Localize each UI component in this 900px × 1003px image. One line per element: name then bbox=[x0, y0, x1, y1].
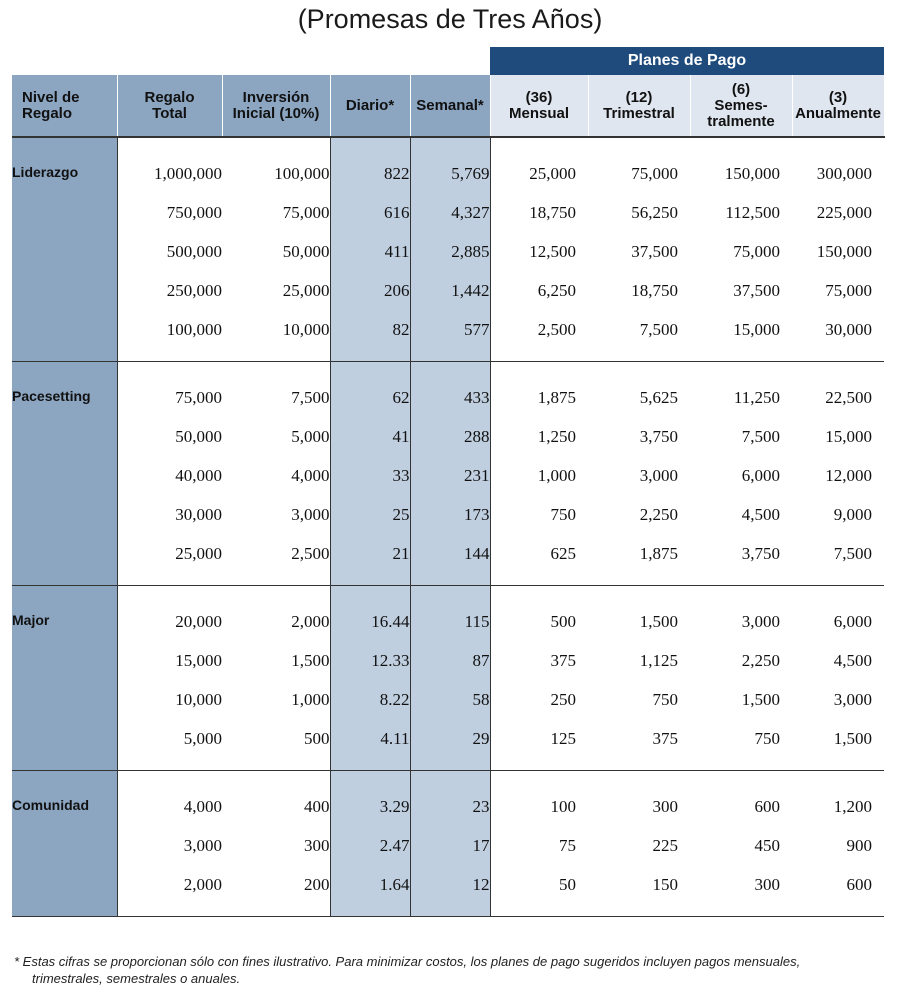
header-diario: Diario* bbox=[330, 75, 410, 137]
cell-semestral: 2,250 bbox=[741, 650, 780, 670]
cell-diario: 16.44 bbox=[330, 586, 410, 642]
cell-semanal: 1,442 bbox=[410, 271, 490, 310]
level-label: Major bbox=[12, 612, 50, 628]
cell-semanal: 17 bbox=[410, 826, 490, 865]
cell-diario: 82 bbox=[330, 310, 410, 362]
cell-regalo-total: 1,000,000 bbox=[117, 137, 222, 193]
cell-inversion-inicial: 5,000 bbox=[222, 417, 330, 456]
cell-mensual: 25,000 bbox=[529, 163, 576, 183]
cell-inversion-inicial: 50,000 bbox=[222, 232, 330, 271]
table-row bbox=[12, 362, 884, 418]
page-title: (Promesas de Tres Años) bbox=[297, 4, 603, 34]
cell-diario: 12.33 bbox=[330, 641, 410, 680]
table-row bbox=[12, 771, 884, 827]
cell-mensual: 12,500 bbox=[529, 241, 576, 261]
cell-trimestral: 2,250 bbox=[639, 504, 678, 524]
cell-semanal: 4,327 bbox=[410, 193, 490, 232]
cell-inversion-inicial: 500 bbox=[222, 719, 330, 771]
cell-diario: 41 bbox=[330, 417, 410, 456]
cell-trimestral: 3,000 bbox=[639, 465, 678, 485]
cell-anual: 30,000 bbox=[792, 310, 884, 362]
cell-semestral: 3,000 bbox=[741, 611, 780, 631]
cell-regalo-total: 10,000 bbox=[117, 680, 222, 719]
cell-diario: 25 bbox=[330, 495, 410, 534]
table-row bbox=[12, 232, 884, 271]
cell-mensual: 18,750 bbox=[529, 202, 576, 222]
cell-regalo-total: 750,000 bbox=[117, 193, 222, 232]
cell-anual: 1,500 bbox=[792, 719, 884, 771]
cell-diario: 21 bbox=[330, 534, 410, 586]
table-row bbox=[12, 826, 884, 865]
cell-anual: 9,000 bbox=[833, 504, 872, 524]
cell-regalo-total: 250,000 bbox=[117, 271, 222, 310]
cell-mensual: 500 bbox=[550, 611, 576, 631]
cell-diario: 411 bbox=[330, 232, 410, 271]
cell-semanal: 288 bbox=[410, 417, 490, 456]
cell-mensual: 250 bbox=[550, 689, 576, 709]
cell-trimestral: 1,500 bbox=[639, 611, 678, 631]
table-row bbox=[12, 534, 884, 586]
cell-inversion-inicial: 4,000 bbox=[222, 456, 330, 495]
cell-mensual: 1,250 bbox=[537, 426, 576, 446]
cell-diario: 33 bbox=[330, 456, 410, 495]
cell-anual: 75,000 bbox=[825, 280, 872, 300]
pledge-table bbox=[12, 75, 885, 917]
cell-diario: 8.22 bbox=[330, 680, 410, 719]
level-label-cell bbox=[12, 586, 117, 771]
cell-mensual: 2,500 bbox=[490, 310, 588, 362]
header-row bbox=[12, 75, 884, 137]
cell-semestral: 300 bbox=[690, 865, 792, 917]
cell-semestral: 150,000 bbox=[724, 163, 780, 183]
cell-trimestral: 375 bbox=[588, 719, 690, 771]
cell-semanal: 5,769 bbox=[410, 137, 490, 193]
cell-inversion-inicial: 10,000 bbox=[222, 310, 330, 362]
cell-semanal: 231 bbox=[410, 456, 490, 495]
cell-mensual: 125 bbox=[490, 719, 588, 771]
cell-semanal: 2,885 bbox=[410, 232, 490, 271]
cell-regalo-total: 100,000 bbox=[117, 310, 222, 362]
level-label-cell bbox=[12, 362, 117, 586]
cell-inversion-inicial: 1,000 bbox=[222, 680, 330, 719]
table-row bbox=[12, 865, 884, 917]
cell-semanal: 433 bbox=[410, 362, 490, 418]
cell-anual: 7,500 bbox=[792, 534, 884, 586]
cell-semestral: 4,500 bbox=[741, 504, 780, 524]
level-label: Liderazgo bbox=[12, 164, 79, 180]
level-label-cell bbox=[12, 137, 117, 362]
cell-inversion-inicial: 1,500 bbox=[222, 641, 330, 680]
cell-semanal: 87 bbox=[410, 641, 490, 680]
cell-semanal: 577 bbox=[410, 310, 490, 362]
cell-anual: 900 bbox=[846, 835, 872, 855]
cell-diario: 206 bbox=[330, 271, 410, 310]
table-row bbox=[12, 680, 884, 719]
cell-semanal: 144 bbox=[410, 534, 490, 586]
cell-semanal: 173 bbox=[410, 495, 490, 534]
cell-semestral: 600 bbox=[754, 796, 780, 816]
header-semestral: (6) Semes- tralmente bbox=[690, 75, 792, 137]
header-nivel: Nivel de Regalo bbox=[12, 75, 117, 137]
cell-anual: 300,000 bbox=[816, 163, 872, 183]
cell-semestral: 15,000 bbox=[690, 310, 792, 362]
cell-regalo-total: 75,000 bbox=[117, 362, 222, 418]
table-row bbox=[12, 193, 884, 232]
cell-diario: 822 bbox=[330, 137, 410, 193]
cell-semanal: 23 bbox=[410, 771, 490, 827]
cell-semestral: 3,750 bbox=[690, 534, 792, 586]
header-inversion-inicial: Inversión Inicial (10%) bbox=[222, 75, 330, 137]
cell-semestral: 75,000 bbox=[733, 241, 780, 261]
cell-trimestral: 75,000 bbox=[631, 163, 678, 183]
header-mensual: (36) Mensual bbox=[490, 75, 588, 137]
cell-regalo-total: 2,000 bbox=[117, 865, 222, 917]
cell-inversion-inicial: 400 bbox=[222, 771, 330, 827]
cell-mensual: 100 bbox=[550, 796, 576, 816]
cell-diario: 2.47 bbox=[330, 826, 410, 865]
cell-trimestral: 37,500 bbox=[631, 241, 678, 261]
cell-inversion-inicial: 2,000 bbox=[222, 586, 330, 642]
cell-semanal: 58 bbox=[410, 680, 490, 719]
cell-anual: 4,500 bbox=[833, 650, 872, 670]
level-label: Pacesetting bbox=[12, 388, 91, 404]
cell-anual: 1,200 bbox=[833, 796, 872, 816]
cell-semestral: 6,000 bbox=[741, 465, 780, 485]
cell-trimestral: 7,500 bbox=[588, 310, 690, 362]
cell-mensual: 6,250 bbox=[537, 280, 576, 300]
cell-semanal: 29 bbox=[410, 719, 490, 771]
cell-diario: 1.64 bbox=[330, 865, 410, 917]
cell-regalo-total: 4,000 bbox=[117, 771, 222, 827]
cell-anual: 150,000 bbox=[816, 241, 872, 261]
cell-inversion-inicial: 3,000 bbox=[222, 495, 330, 534]
cell-inversion-inicial: 25,000 bbox=[222, 271, 330, 310]
cell-mensual: 625 bbox=[490, 534, 588, 586]
cell-anual: 225,000 bbox=[816, 202, 872, 222]
cell-regalo-total: 15,000 bbox=[117, 641, 222, 680]
cell-regalo-total: 5,000 bbox=[117, 719, 222, 771]
cell-inversion-inicial: 7,500 bbox=[222, 362, 330, 418]
table-row bbox=[12, 495, 884, 534]
cell-trimestral: 1,875 bbox=[588, 534, 690, 586]
header-trimestral: (12) Trimestral bbox=[588, 75, 690, 137]
cell-semestral: 37,500 bbox=[733, 280, 780, 300]
table-row bbox=[12, 310, 884, 362]
cell-trimestral: 18,750 bbox=[631, 280, 678, 300]
cell-inversion-inicial: 100,000 bbox=[222, 137, 330, 193]
table-body bbox=[12, 137, 884, 917]
table-row bbox=[12, 271, 884, 310]
cell-trimestral: 56,250 bbox=[631, 202, 678, 222]
cell-diario: 62 bbox=[330, 362, 410, 418]
cell-regalo-total: 3,000 bbox=[117, 826, 222, 865]
table-row bbox=[12, 719, 884, 771]
cell-mensual: 1,875 bbox=[537, 387, 576, 407]
cell-trimestral: 750 bbox=[652, 689, 678, 709]
cell-inversion-inicial: 200 bbox=[222, 865, 330, 917]
header-anual: (3) Anualmente bbox=[792, 75, 884, 137]
level-label-cell bbox=[12, 771, 117, 917]
cell-anual: 600 bbox=[792, 865, 884, 917]
cell-trimestral: 1,125 bbox=[639, 650, 678, 670]
cell-anual: 22,500 bbox=[825, 387, 872, 407]
cell-diario: 616 bbox=[330, 193, 410, 232]
cell-mensual: 75 bbox=[559, 835, 576, 855]
table-row bbox=[12, 137, 884, 193]
header-regalo-total: Regalo Total bbox=[117, 75, 222, 137]
cell-regalo-total: 30,000 bbox=[117, 495, 222, 534]
cell-semestral: 450 bbox=[754, 835, 780, 855]
header-semanal: Semanal* bbox=[410, 75, 490, 137]
cell-trimestral: 5,625 bbox=[639, 387, 678, 407]
cell-semanal: 115 bbox=[410, 586, 490, 642]
cell-diario: 3.29 bbox=[330, 771, 410, 827]
cell-anual: 3,000 bbox=[833, 689, 872, 709]
cell-regalo-total: 20,000 bbox=[117, 586, 222, 642]
cell-regalo-total: 25,000 bbox=[117, 534, 222, 586]
cell-trimestral: 150 bbox=[588, 865, 690, 917]
cell-anual: 12,000 bbox=[825, 465, 872, 485]
cell-mensual: 750 bbox=[550, 504, 576, 524]
cell-semestral: 750 bbox=[690, 719, 792, 771]
cell-trimestral: 3,750 bbox=[639, 426, 678, 446]
cell-semanal: 12 bbox=[410, 865, 490, 917]
cell-inversion-inicial: 300 bbox=[222, 826, 330, 865]
cell-anual: 6,000 bbox=[833, 611, 872, 631]
cell-anual: 15,000 bbox=[825, 426, 872, 446]
table-row bbox=[12, 417, 884, 456]
cell-regalo-total: 50,000 bbox=[117, 417, 222, 456]
cell-regalo-total: 500,000 bbox=[117, 232, 222, 271]
footnote: * Estas cifras se proporcionan sólo con fines ilustrativo. Para minimizar costos, los planes de pago sugeridos incluyen pagos mensuales, trimestrales, semestrales o anuales. bbox=[14, 954, 801, 986]
cell-regalo-total: 40,000 bbox=[117, 456, 222, 495]
cell-semestral: 7,500 bbox=[741, 426, 780, 446]
cell-semestral: 112,500 bbox=[725, 202, 780, 222]
cell-mensual: 375 bbox=[550, 650, 576, 670]
level-label: Comunidad bbox=[12, 797, 89, 813]
cell-trimestral: 300 bbox=[652, 796, 678, 816]
table-row bbox=[12, 586, 884, 642]
table-row bbox=[12, 641, 884, 680]
cell-semestral: 1,500 bbox=[741, 689, 780, 709]
cell-trimestral: 225 bbox=[652, 835, 678, 855]
payment-plans-banner: Planes de Pago bbox=[490, 47, 884, 75]
cell-mensual: 1,000 bbox=[537, 465, 576, 485]
cell-mensual: 50 bbox=[490, 865, 588, 917]
cell-semestral: 11,250 bbox=[733, 387, 780, 407]
cell-inversion-inicial: 75,000 bbox=[222, 193, 330, 232]
table-row bbox=[12, 456, 884, 495]
cell-diario: 4.11 bbox=[330, 719, 410, 771]
cell-inversion-inicial: 2,500 bbox=[222, 534, 330, 586]
